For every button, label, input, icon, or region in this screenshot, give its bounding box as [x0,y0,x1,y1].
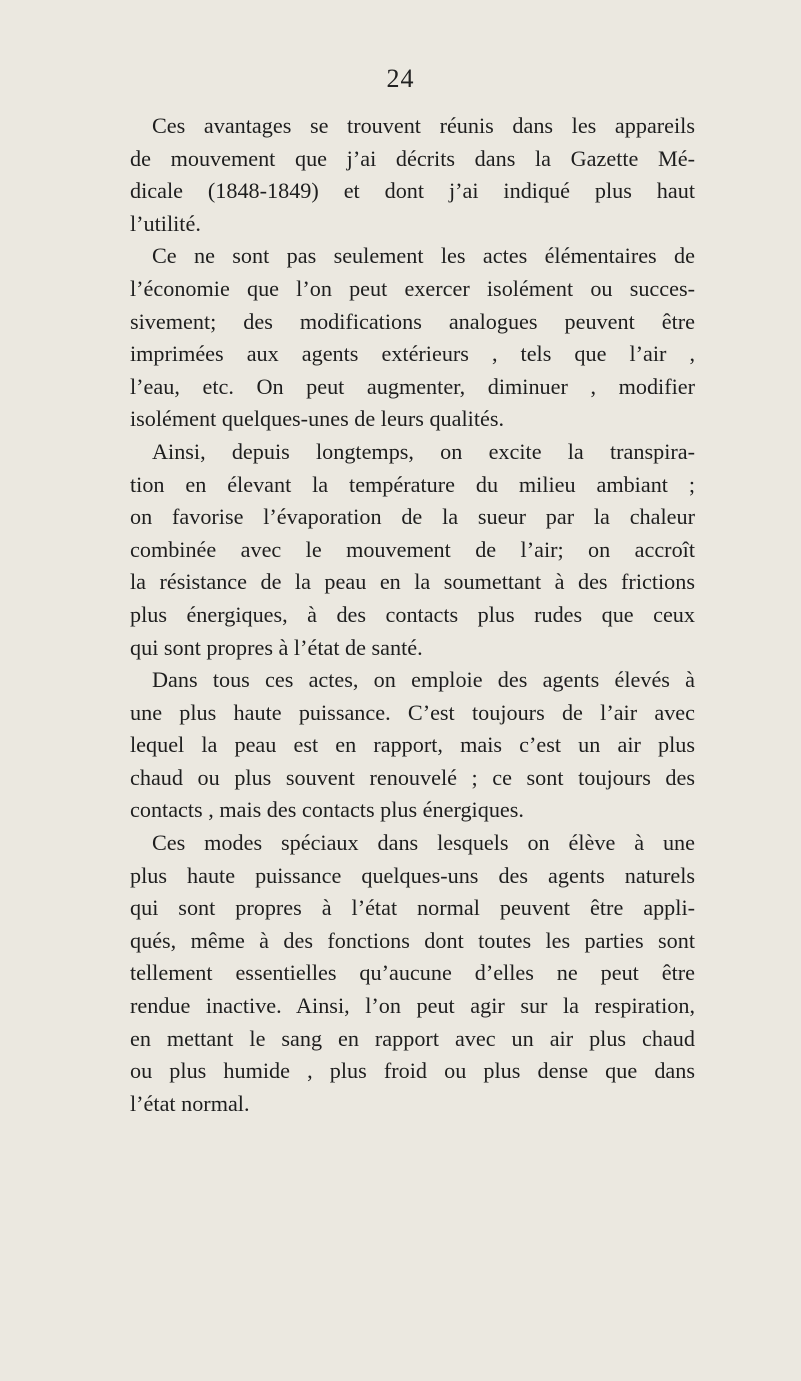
text-line: imprimées aux agents extérieurs , tels que l’air , [130,341,695,367]
text-line: de mouvement que j’ai décrits dans la Gazette Mé- [130,145,695,171]
text-line: contacts , mais des contacts plus énergiques. [130,797,524,823]
text-line: la résistance de la peau en la soumettant à des frictions [130,569,695,595]
text-line: chaud ou plus souvent renouvelé ; ce sont toujours des [130,764,695,790]
body-text [130,110,695,1120]
text-line: plus haute puissance quelques-uns des agents naturels [130,862,695,888]
text-line: l’état normal. [130,1090,250,1116]
text-line: ou plus humide , plus froid ou plus dense que dans [130,1058,695,1084]
paragraph-4 [130,664,695,827]
paragraph-5 [130,827,695,1120]
text-line: qués, même à des fonctions dont toutes les parties sont [130,927,695,953]
text-line: Ces modes spéciaux dans lesquels on élève à une [152,830,695,856]
text-line: Ainsi, depuis longtemps, on excite la transpira- [152,438,695,464]
text-line: combinée avec le mouvement de l’air; on accroît [130,536,695,562]
text-line: l’économie que l’on peut exercer isolément ou succes- [130,275,695,301]
text-line: tion en élevant la température du milieu ambiant ; [130,471,695,497]
text-line: l’eau, etc. On peut augmenter, diminuer , modifier [130,373,695,399]
text-line: en mettant le sang en rapport avec un air plus chaud [130,1025,695,1051]
text-line: dicale (1848-1849) et dont j’ai indiqué plus haut [130,178,695,204]
text-line: lequel la peau est en rapport, mais c’est un air plus [130,732,695,758]
paragraph-2 [130,240,695,436]
text-line: plus énergiques, à des contacts plus rudes que ceux [130,601,695,627]
text-line: rendue inactive. Ainsi, l’on peut agir sur la respiration, [130,993,695,1019]
text-line: isolément quelques-unes de leurs qualités. [130,406,505,432]
text-line: tellement essentielles qu’aucune d’elles ne peut être [130,960,695,986]
paragraph-3 [130,436,695,664]
paragraph-1 [130,110,695,240]
text-line: qui sont propres à l’état normal peuvent être appli- [130,895,695,921]
text-line: Dans tous ces actes, on emploie des agents élevés à [152,667,695,693]
text-line: on favorise l’évaporation de la sueur par la chaleur [130,504,695,530]
text-line: l’utilité. [130,210,201,236]
text-line: qui sont propres à l’état de santé. [130,634,423,660]
text-line: une plus haute puissance. C’est toujours de l’air avec [130,699,695,725]
text-line: Ces avantages se trouvent réunis dans les appareils [152,113,695,138]
page-number: 24 [386,64,415,93]
text-line: sivement; des modifications analogues peuvent être [130,308,695,334]
text-line: Ce ne sont pas seulement les actes élémentaires de [152,243,695,269]
